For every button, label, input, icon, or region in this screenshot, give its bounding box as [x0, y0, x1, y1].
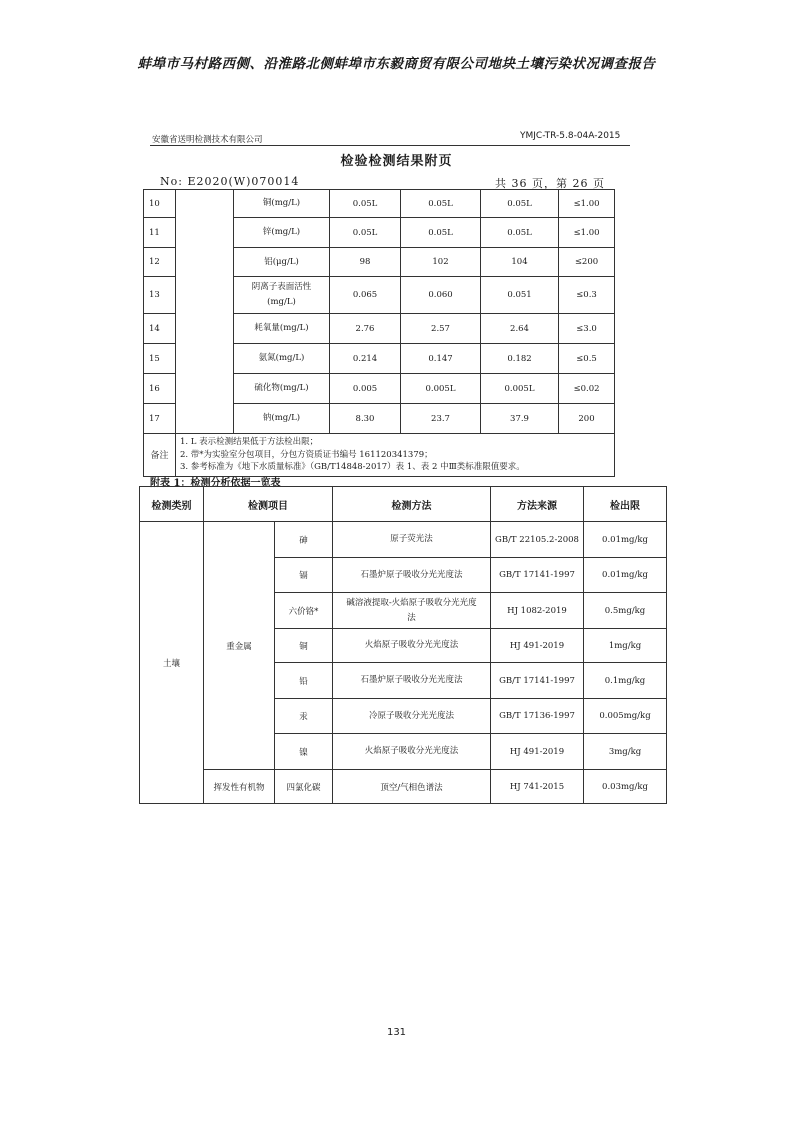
detection-limit: 0.5mg/kg	[584, 593, 667, 629]
header-method: 检测方法	[333, 487, 491, 522]
test-item: 四氯化碳	[275, 770, 333, 804]
detection-limit: 0.01mg/kg	[584, 558, 667, 593]
row-index: 10	[144, 190, 176, 218]
group-heavy-metals: 重金属	[204, 522, 275, 770]
method-source: HJ 491-2019	[491, 734, 584, 770]
sample-value-3: 0.051	[481, 277, 559, 314]
sample-value-3: 37.9	[481, 404, 559, 434]
note-line: 3. 参考标准为《地下水质量标准》（GB/T14848-2017）表 1、表 2 中Ⅲ类标准限值要求。	[180, 462, 525, 472]
test-method: 火焰原子吸收分光光度法	[333, 734, 491, 770]
sample-value-1: 0.05L	[330, 190, 401, 218]
header-limit: 检出限	[584, 487, 667, 522]
sample-value-2: 102	[401, 248, 481, 277]
test-item: 镉	[275, 558, 333, 593]
page-number: 131	[386, 1027, 407, 1038]
test-item: 阴离子表面活性 (mg/L)	[234, 277, 330, 314]
results-table	[143, 189, 615, 477]
test-method: 碱溶液提取-火焰原子吸收分光光度法	[333, 593, 491, 629]
row-index: 12	[144, 248, 176, 277]
report-number: No: E2020(W)070014	[160, 175, 300, 188]
sample-value-1: 0.005	[330, 374, 401, 404]
test-item: 砷	[275, 522, 333, 558]
test-item: 铜(mg/L)	[234, 190, 330, 218]
sample-value-1: 0.065	[330, 277, 401, 314]
detection-limit: 3mg/kg	[584, 734, 667, 770]
category-soil: 土壤	[140, 522, 204, 804]
detection-limit: 0.1mg/kg	[584, 663, 667, 699]
detection-limit: 0.03mg/kg	[584, 770, 667, 804]
notes-label: 备注	[144, 434, 176, 477]
appendix-title: 附表 1：检测分析依据一览表	[150, 478, 281, 489]
header-item: 检测项目	[204, 487, 333, 522]
document-code: YMJC-TR-5.8-04A-2015	[520, 131, 621, 141]
row-index: 14	[144, 314, 176, 344]
test-method: 石墨炉原子吸收分光光度法	[333, 558, 491, 593]
standard-limit: ≤0.3	[559, 277, 615, 314]
table-header-row	[140, 487, 667, 522]
method-source: GB/T 17141-1997	[491, 558, 584, 593]
standard-limit: ≤1.00	[559, 218, 615, 248]
sample-value-3: 2.64	[481, 314, 559, 344]
sample-value-2: 0.05L	[401, 218, 481, 248]
method-source: GB/T 22105.2-2008	[491, 522, 584, 558]
company-name: 安徽省送明检测技术有限公司	[152, 135, 263, 145]
row-index: 13	[144, 277, 176, 314]
sample-value-3: 0.05L	[481, 190, 559, 218]
test-method: 原子荧光法	[333, 522, 491, 558]
header-source: 方法来源	[491, 487, 584, 522]
sample-value-3: 104	[481, 248, 559, 277]
standard-limit: 200	[559, 404, 615, 434]
sample-value-2: 0.05L	[401, 190, 481, 218]
page-count: 共 36 页，第 26 页	[495, 177, 605, 190]
test-item: 钠(mg/L)	[234, 404, 330, 434]
test-item: 锌(mg/L)	[234, 218, 330, 248]
sample-value-2: 0.147	[401, 344, 481, 374]
test-item: 耗氧量(mg/L)	[234, 314, 330, 344]
table-row	[144, 190, 615, 218]
standard-limit: ≤0.5	[559, 344, 615, 374]
test-method: 冷原子吸收分光光度法	[333, 699, 491, 734]
test-method: 顶空/气相色谱法	[333, 770, 491, 804]
sample-value-2: 0.060	[401, 277, 481, 314]
report-header-title: 蚌埠市马村路西侧、沿淮路北侧蚌埠市东毅商贸有限公司地块土壤污染状况调查报告	[137, 56, 656, 72]
standard-limit: ≤0.02	[559, 374, 615, 404]
test-item: 硫化物(mg/L)	[234, 374, 330, 404]
sample-value-1: 2.76	[330, 314, 401, 344]
test-method: 石墨炉原子吸收分光光度法	[333, 663, 491, 699]
sample-value-3: 0.182	[481, 344, 559, 374]
standard-limit: ≤1.00	[559, 190, 615, 218]
blank-group-cell	[176, 190, 234, 434]
sample-value-2: 2.57	[401, 314, 481, 344]
row-index: 17	[144, 404, 176, 434]
table-row	[140, 770, 667, 804]
standard-limit: ≤200	[559, 248, 615, 277]
row-index: 16	[144, 374, 176, 404]
method-source: GB/T 17136-1997	[491, 699, 584, 734]
sample-value-1: 8.30	[330, 404, 401, 434]
note-line: 2. 带*为实验室分包项目，分包方资质证书编号 161120341379；	[180, 449, 433, 460]
table-row	[140, 522, 667, 558]
detection-limit: 1mg/kg	[584, 629, 667, 663]
test-item: 铅	[275, 663, 333, 699]
sample-value-2: 23.7	[401, 404, 481, 434]
sample-value-1: 0.05L	[330, 218, 401, 248]
method-basis-table	[139, 486, 667, 804]
standard-limit: ≤3.0	[559, 314, 615, 344]
notes-row	[144, 434, 615, 477]
detection-limit: 0.01mg/kg	[584, 522, 667, 558]
sample-value-1: 98	[330, 248, 401, 277]
sample-value-3: 0.05L	[481, 218, 559, 248]
method-source: HJ 491-2019	[491, 629, 584, 663]
notes-content	[176, 434, 615, 477]
test-item: 铝(μg/L)	[234, 248, 330, 277]
sample-value-2: 0.005L	[401, 374, 481, 404]
test-item: 氨氮(mg/L)	[234, 344, 330, 374]
test-item: 铜	[275, 629, 333, 663]
row-index: 11	[144, 218, 176, 248]
header-category: 检测类别	[140, 487, 204, 522]
test-item: 六价铬*	[275, 593, 333, 629]
method-source: GB/T 17141-1997	[491, 663, 584, 699]
test-item: 镍	[275, 734, 333, 770]
note-line: 1. L 表示检测结果低于方法检出限；	[180, 437, 319, 447]
page-title: 检验检测结果附页	[340, 154, 453, 169]
method-source: HJ 1082-2019	[491, 593, 584, 629]
sample-value-3: 0.005L	[481, 374, 559, 404]
row-index: 15	[144, 344, 176, 374]
sample-value-1: 0.214	[330, 344, 401, 374]
detection-limit: 0.005mg/kg	[584, 699, 667, 734]
test-method: 火焰原子吸收分光光度法	[333, 629, 491, 663]
test-item: 汞	[275, 699, 333, 734]
header-divider	[150, 145, 630, 146]
method-source: HJ 741-2015	[491, 770, 584, 804]
group-voc: 挥发性有机物	[204, 770, 275, 804]
